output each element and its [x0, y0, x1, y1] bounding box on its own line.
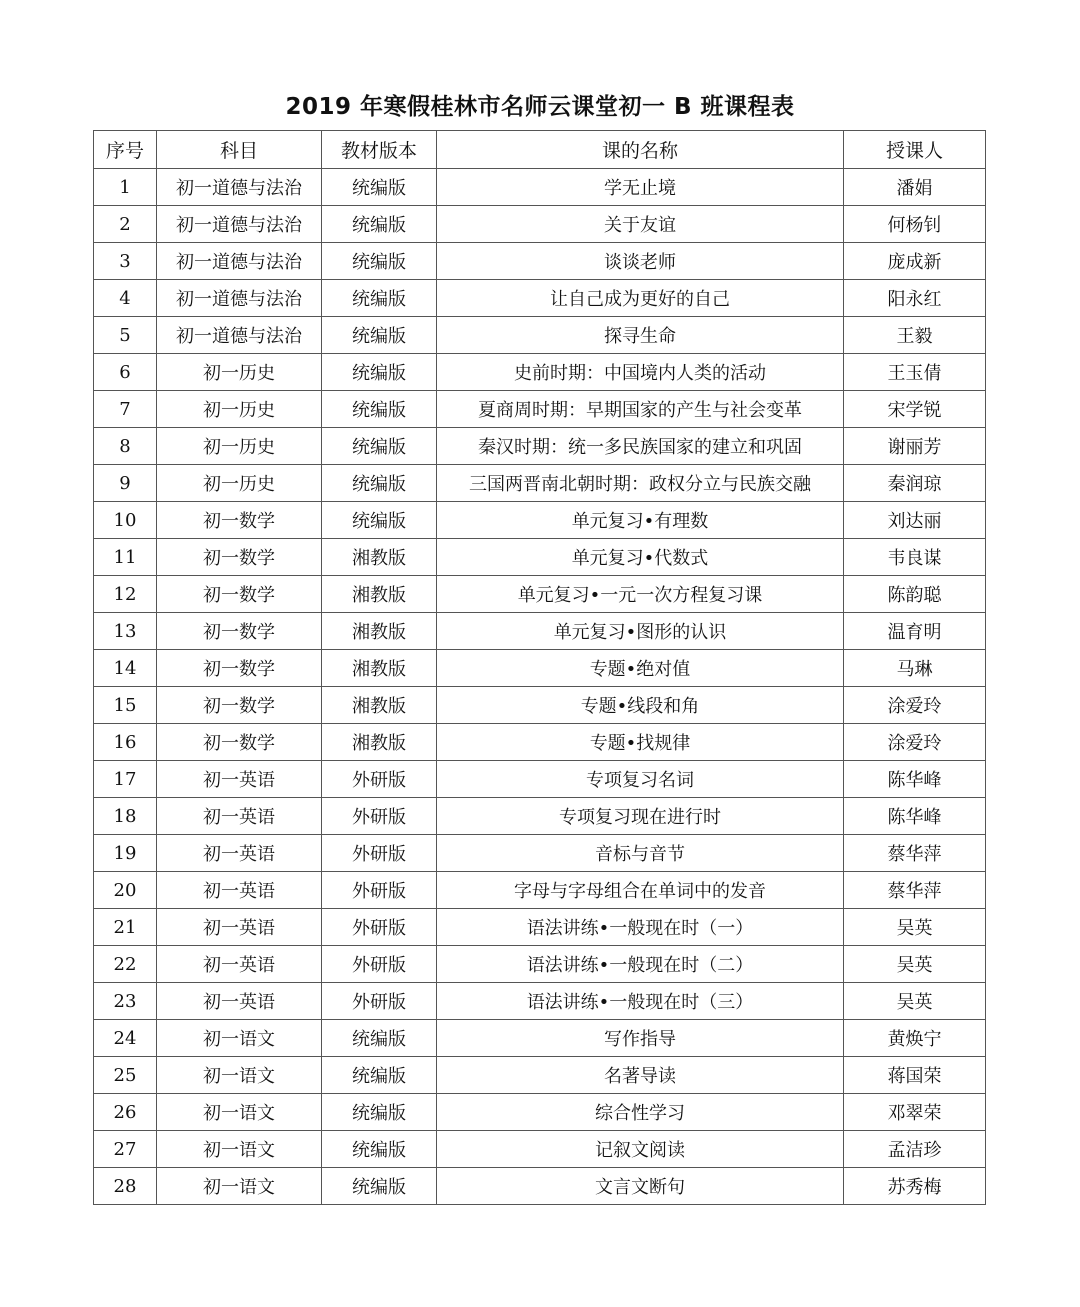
cell-teacher: 蔡华萍 — [844, 872, 986, 909]
cell-teacher: 吴英 — [844, 946, 986, 983]
cell-course-name: 三国两晋南北朝时期：政权分立与民族交融 — [437, 465, 844, 502]
cell-course-name: 探寻生命 — [437, 317, 844, 354]
cell-course-name: 名著导读 — [437, 1057, 844, 1094]
cell-teacher: 庞成新 — [844, 243, 986, 280]
table-row — [94, 1057, 986, 1094]
cell-subject: 初一数学 — [157, 576, 322, 613]
cell-course-name: 专题•绝对值 — [437, 650, 844, 687]
cell-row-index: 16 — [94, 724, 157, 761]
table-row — [94, 539, 986, 576]
cell-subject: 初一道德与法治 — [157, 206, 322, 243]
cell-subject: 初一道德与法治 — [157, 243, 322, 280]
cell-row-index: 26 — [94, 1094, 157, 1131]
cell-textbook-edition: 统编版 — [322, 169, 437, 206]
cell-course-name: 文言文断句 — [437, 1168, 844, 1205]
cell-teacher: 何杨钊 — [844, 206, 986, 243]
header-subject: 科目 — [157, 131, 322, 169]
table-row — [94, 1168, 986, 1205]
table-row — [94, 687, 986, 724]
header-index: 序号 — [94, 131, 157, 169]
table-header-row — [94, 131, 986, 169]
table-row — [94, 761, 986, 798]
table-row — [94, 724, 986, 761]
cell-textbook-edition: 统编版 — [322, 1057, 437, 1094]
cell-textbook-edition: 统编版 — [322, 206, 437, 243]
cell-textbook-edition: 外研版 — [322, 761, 437, 798]
table-row — [94, 983, 986, 1020]
cell-course-name: 写作指导 — [437, 1020, 844, 1057]
cell-teacher: 王玉倩 — [844, 354, 986, 391]
cell-teacher: 潘娟 — [844, 169, 986, 206]
cell-course-name: 单元复习•代数式 — [437, 539, 844, 576]
table-row — [94, 613, 986, 650]
cell-row-index: 4 — [94, 280, 157, 317]
cell-teacher: 韦良谋 — [844, 539, 986, 576]
cell-row-index: 7 — [94, 391, 157, 428]
cell-course-name: 专题•找规律 — [437, 724, 844, 761]
cell-row-index: 21 — [94, 909, 157, 946]
cell-row-index: 6 — [94, 354, 157, 391]
cell-subject: 初一语文 — [157, 1057, 322, 1094]
cell-textbook-edition: 统编版 — [322, 280, 437, 317]
cell-textbook-edition: 统编版 — [322, 1168, 437, 1205]
table-body — [94, 169, 986, 1205]
cell-textbook-edition: 外研版 — [322, 909, 437, 946]
cell-textbook-edition: 统编版 — [322, 502, 437, 539]
cell-course-name: 夏商周时期：早期国家的产生与社会变革 — [437, 391, 844, 428]
cell-subject: 初一英语 — [157, 761, 322, 798]
cell-subject: 初一历史 — [157, 391, 322, 428]
cell-subject: 初一历史 — [157, 465, 322, 502]
cell-row-index: 1 — [94, 169, 157, 206]
table-row — [94, 169, 986, 206]
cell-textbook-edition: 湘教版 — [322, 576, 437, 613]
cell-course-name: 单元复习•一元一次方程复习课 — [437, 576, 844, 613]
cell-course-name: 专题•线段和角 — [437, 687, 844, 724]
cell-textbook-edition: 外研版 — [322, 983, 437, 1020]
cell-teacher: 邓翠荣 — [844, 1094, 986, 1131]
cell-teacher: 谢丽芳 — [844, 428, 986, 465]
table-row — [94, 465, 986, 502]
table-row — [94, 428, 986, 465]
cell-subject: 初一语文 — [157, 1094, 322, 1131]
cell-row-index: 2 — [94, 206, 157, 243]
cell-textbook-edition: 外研版 — [322, 835, 437, 872]
cell-textbook-edition: 湘教版 — [322, 650, 437, 687]
cell-textbook-edition: 统编版 — [322, 1020, 437, 1057]
cell-subject: 初一数学 — [157, 650, 322, 687]
table-row — [94, 206, 986, 243]
cell-teacher: 吴英 — [844, 909, 986, 946]
cell-textbook-edition: 统编版 — [322, 391, 437, 428]
cell-subject: 初一英语 — [157, 798, 322, 835]
cell-row-index: 22 — [94, 946, 157, 983]
cell-subject: 初一数学 — [157, 724, 322, 761]
cell-teacher: 涂爱玲 — [844, 687, 986, 724]
cell-course-name: 语法讲练•一般现在时（三） — [437, 983, 844, 1020]
cell-row-index: 13 — [94, 613, 157, 650]
table-row — [94, 798, 986, 835]
cell-teacher: 秦润琼 — [844, 465, 986, 502]
cell-teacher: 陈华峰 — [844, 761, 986, 798]
cell-teacher: 苏秀梅 — [844, 1168, 986, 1205]
cell-row-index: 18 — [94, 798, 157, 835]
cell-course-name: 字母与字母组合在单词中的发音 — [437, 872, 844, 909]
cell-textbook-edition: 统编版 — [322, 354, 437, 391]
cell-textbook-edition: 湘教版 — [322, 724, 437, 761]
cell-course-name: 记叙文阅读 — [437, 1131, 844, 1168]
cell-teacher: 蔡华萍 — [844, 835, 986, 872]
cell-subject: 初一历史 — [157, 354, 322, 391]
cell-subject: 初一数学 — [157, 539, 322, 576]
cell-teacher: 温育明 — [844, 613, 986, 650]
cell-textbook-edition: 统编版 — [322, 1131, 437, 1168]
cell-textbook-edition: 湘教版 — [322, 539, 437, 576]
table-row — [94, 1094, 986, 1131]
cell-row-index: 3 — [94, 243, 157, 280]
table-row — [94, 391, 986, 428]
cell-course-name: 史前时期：中国境内人类的活动 — [437, 354, 844, 391]
cell-subject: 初一数学 — [157, 502, 322, 539]
table-row — [94, 946, 986, 983]
header-teacher: 授课人 — [844, 131, 986, 169]
cell-textbook-edition: 统编版 — [322, 428, 437, 465]
cell-row-index: 28 — [94, 1168, 157, 1205]
cell-row-index: 27 — [94, 1131, 157, 1168]
cell-row-index: 12 — [94, 576, 157, 613]
cell-textbook-edition: 统编版 — [322, 243, 437, 280]
cell-row-index: 11 — [94, 539, 157, 576]
cell-subject: 初一数学 — [157, 687, 322, 724]
cell-subject: 初一英语 — [157, 946, 322, 983]
table-row — [94, 243, 986, 280]
cell-course-name: 专项复习现在进行时 — [437, 798, 844, 835]
cell-row-index: 20 — [94, 872, 157, 909]
cell-teacher: 宋学锐 — [844, 391, 986, 428]
cell-subject: 初一语文 — [157, 1131, 322, 1168]
cell-course-name: 音标与音节 — [437, 835, 844, 872]
cell-teacher: 王毅 — [844, 317, 986, 354]
cell-teacher: 陈韵聪 — [844, 576, 986, 613]
cell-subject: 初一英语 — [157, 835, 322, 872]
cell-course-name: 关于友谊 — [437, 206, 844, 243]
cell-row-index: 15 — [94, 687, 157, 724]
cell-teacher: 涂爱玲 — [844, 724, 986, 761]
cell-row-index: 8 — [94, 428, 157, 465]
cell-row-index: 17 — [94, 761, 157, 798]
cell-subject: 初一英语 — [157, 983, 322, 1020]
cell-row-index: 19 — [94, 835, 157, 872]
cell-textbook-edition: 统编版 — [322, 317, 437, 354]
cell-teacher: 刘达丽 — [844, 502, 986, 539]
table-row — [94, 909, 986, 946]
header-textbook-edition: 教材版本 — [322, 131, 437, 169]
cell-subject: 初一道德与法治 — [157, 280, 322, 317]
cell-teacher: 孟洁珍 — [844, 1131, 986, 1168]
cell-course-name: 单元复习•图形的认识 — [437, 613, 844, 650]
cell-course-name: 秦汉时期：统一多民族国家的建立和巩固 — [437, 428, 844, 465]
course-schedule-table — [93, 130, 986, 1205]
cell-row-index: 23 — [94, 983, 157, 1020]
cell-teacher: 陈华峰 — [844, 798, 986, 835]
cell-subject: 初一数学 — [157, 613, 322, 650]
table-row — [94, 872, 986, 909]
cell-textbook-edition: 外研版 — [322, 946, 437, 983]
cell-subject: 初一英语 — [157, 872, 322, 909]
cell-course-name: 语法讲练•一般现在时（一） — [437, 909, 844, 946]
document-title: 2019 年寒假桂林市名师云课堂初一 B 班课程表 — [285, 94, 795, 120]
cell-subject: 初一语文 — [157, 1020, 322, 1057]
table-row — [94, 650, 986, 687]
cell-course-name: 综合性学习 — [437, 1094, 844, 1131]
cell-textbook-edition: 统编版 — [322, 1094, 437, 1131]
table-row — [94, 576, 986, 613]
cell-row-index: 24 — [94, 1020, 157, 1057]
header-course-name: 课的名称 — [437, 131, 844, 169]
table-row — [94, 354, 986, 391]
cell-subject: 初一道德与法治 — [157, 169, 322, 206]
table-row — [94, 502, 986, 539]
table-row — [94, 317, 986, 354]
cell-subject: 初一道德与法治 — [157, 317, 322, 354]
cell-teacher: 吴英 — [844, 983, 986, 1020]
cell-teacher: 蒋国荣 — [844, 1057, 986, 1094]
cell-course-name: 让自己成为更好的自己 — [437, 280, 844, 317]
cell-row-index: 9 — [94, 465, 157, 502]
cell-row-index: 5 — [94, 317, 157, 354]
table-row — [94, 835, 986, 872]
cell-textbook-edition: 湘教版 — [322, 687, 437, 724]
cell-row-index: 14 — [94, 650, 157, 687]
cell-row-index: 10 — [94, 502, 157, 539]
cell-teacher: 马琳 — [844, 650, 986, 687]
cell-textbook-edition: 湘教版 — [322, 613, 437, 650]
cell-course-name: 学无止境 — [437, 169, 844, 206]
cell-subject: 初一历史 — [157, 428, 322, 465]
cell-textbook-edition: 统编版 — [322, 465, 437, 502]
cell-teacher: 黄焕宁 — [844, 1020, 986, 1057]
cell-textbook-edition: 外研版 — [322, 798, 437, 835]
cell-textbook-edition: 外研版 — [322, 872, 437, 909]
cell-course-name: 语法讲练•一般现在时（二） — [437, 946, 844, 983]
table-row — [94, 1020, 986, 1057]
cell-subject: 初一英语 — [157, 909, 322, 946]
table-row — [94, 1131, 986, 1168]
cell-row-index: 25 — [94, 1057, 157, 1094]
cell-teacher: 阳永红 — [844, 280, 986, 317]
cell-course-name: 单元复习•有理数 — [437, 502, 844, 539]
cell-course-name: 专项复习名词 — [437, 761, 844, 798]
cell-course-name: 谈谈老师 — [437, 243, 844, 280]
cell-subject: 初一语文 — [157, 1168, 322, 1205]
table-row — [94, 280, 986, 317]
